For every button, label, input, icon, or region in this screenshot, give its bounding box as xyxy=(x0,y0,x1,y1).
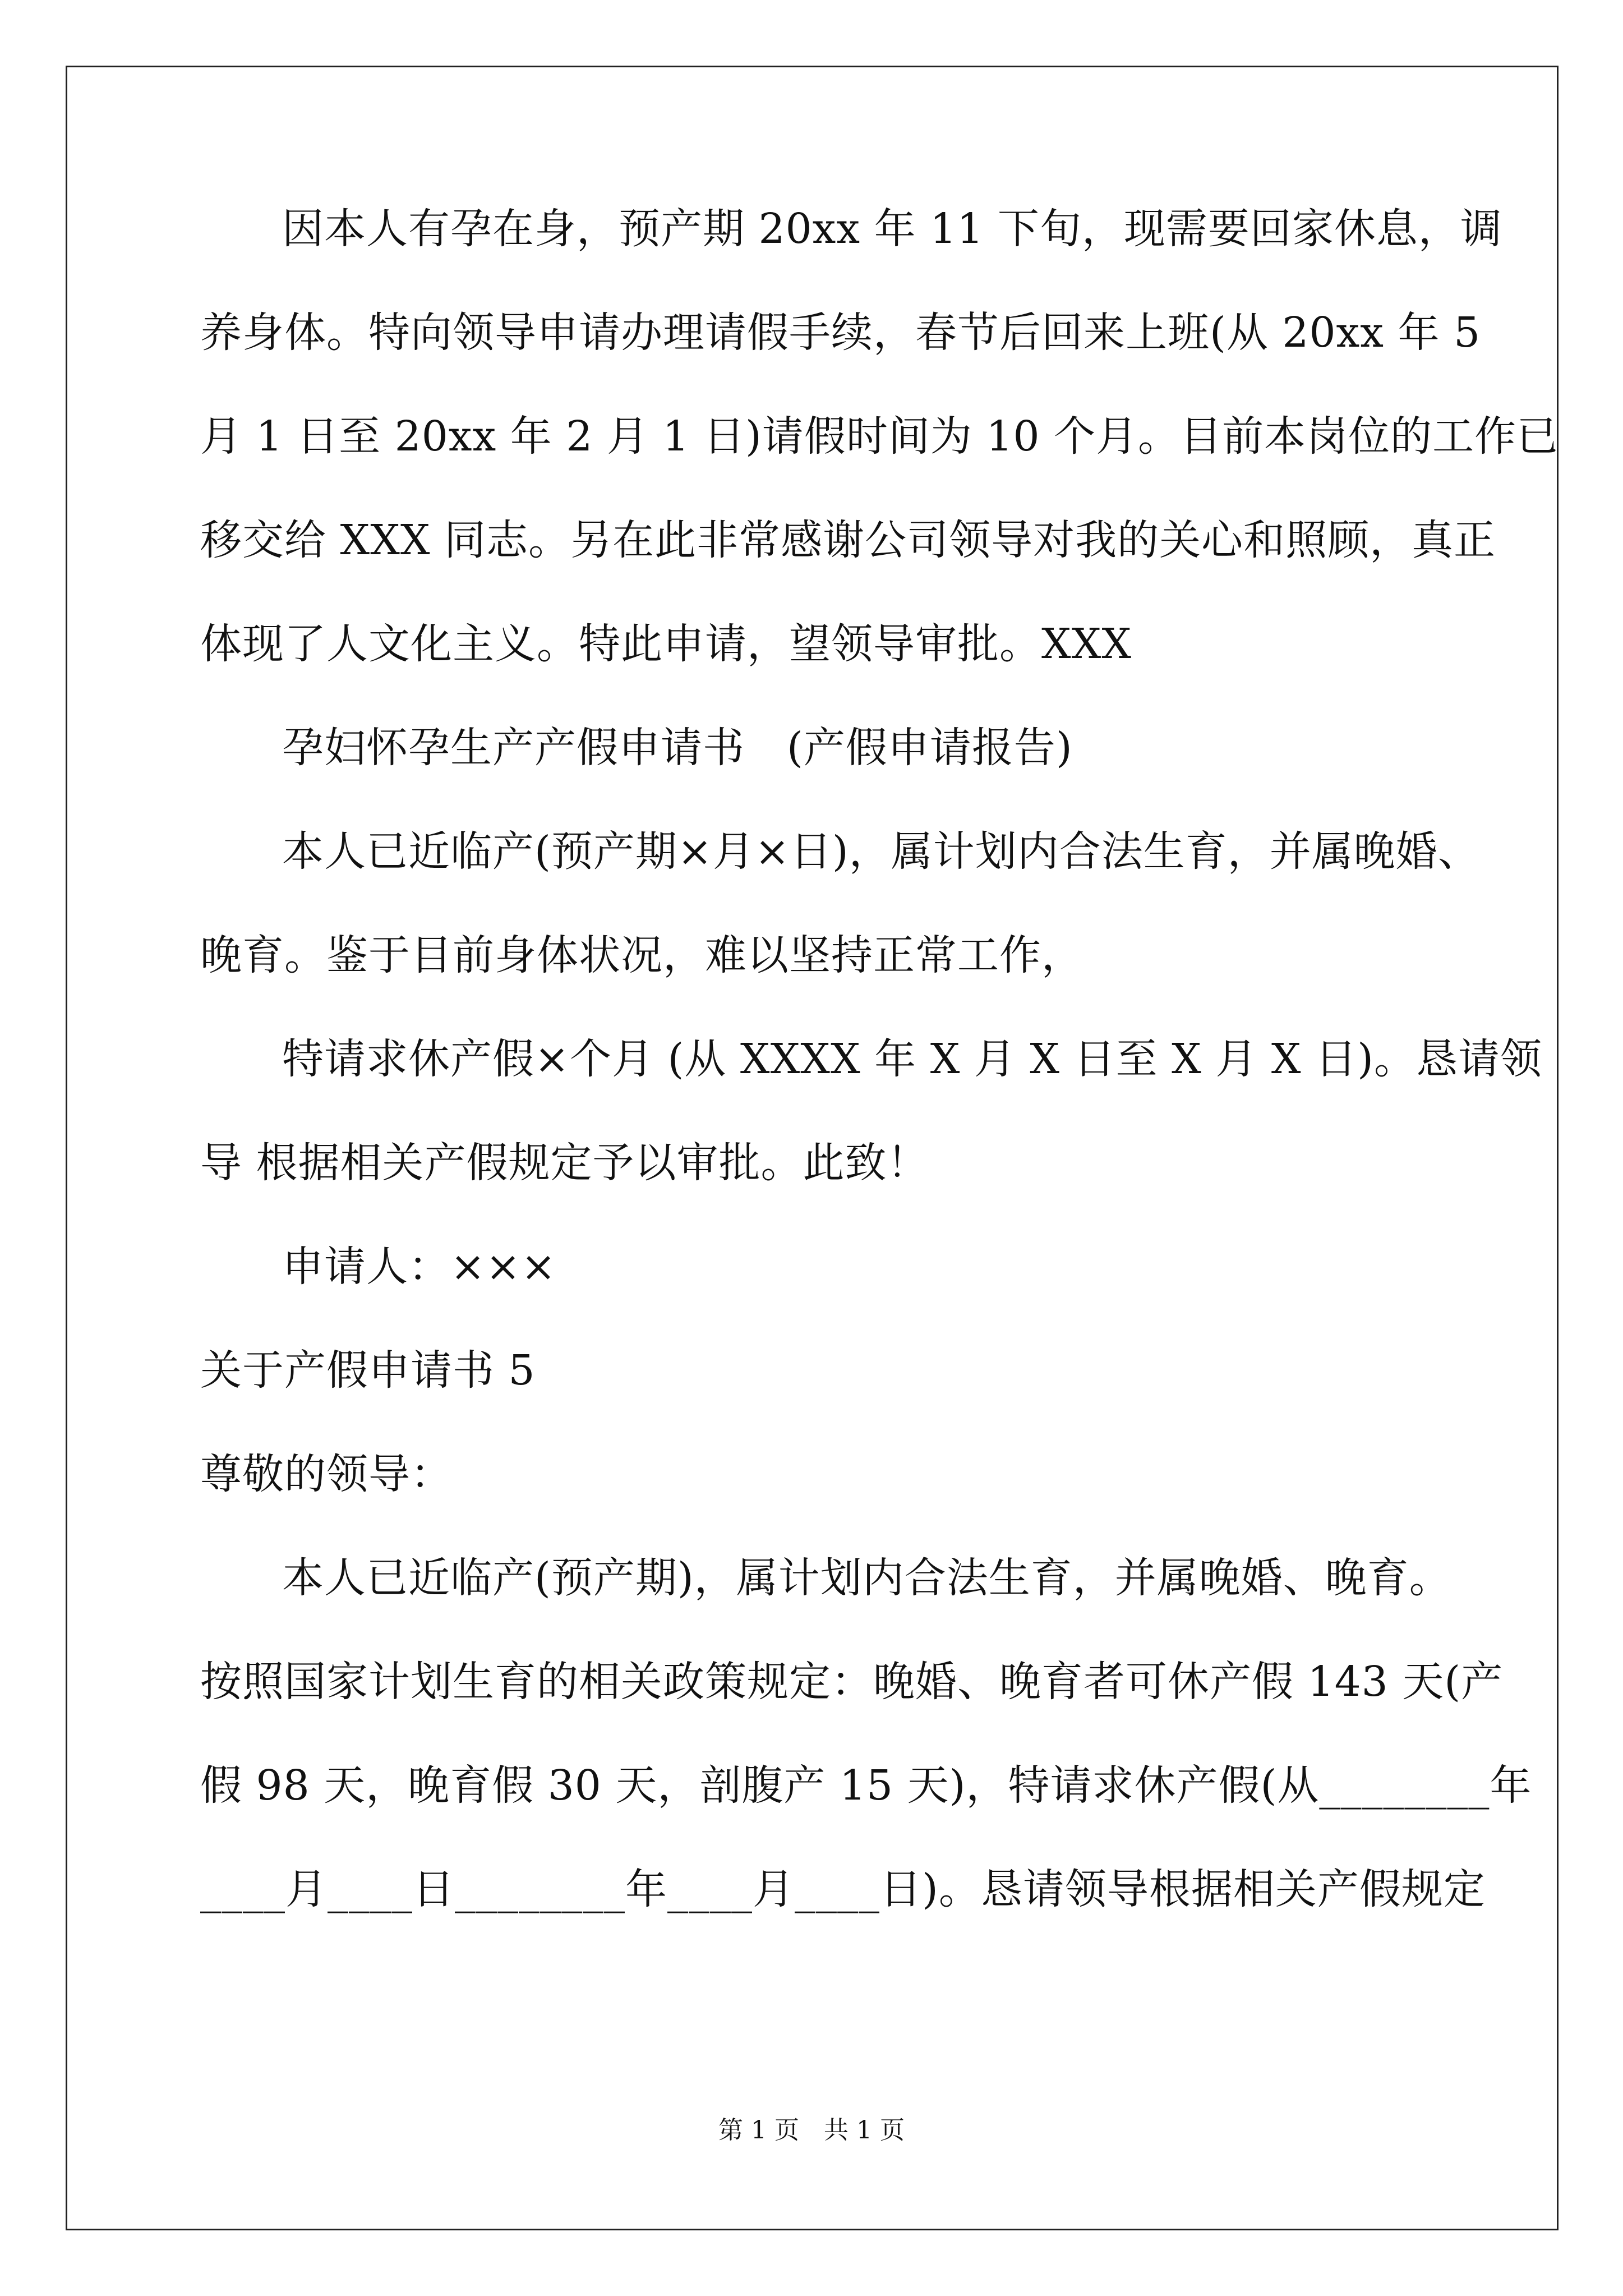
paragraph-line: 因本人有孕在身，预产期 20xx 年 11 下旬，现需要回家休息，调 xyxy=(282,205,1502,253)
paragraph-line: 移交给 XXX 同志。另在此非常感谢公司领导对我的关心和照顾，真正 xyxy=(200,516,1496,564)
paragraph-line: 本人已近临产(预产期×月×日)，属计划内合法生育，并属晚婚、 xyxy=(282,827,1480,876)
paragraph-line: 养身体。特向领导申请办理请假手续，春节后回来上班(从 20xx 年 5 xyxy=(200,309,1481,357)
paragraph-line: 本人已近临产(预产期)，属计划内合法生育，并属晚婚、晚育。 xyxy=(282,1554,1451,1602)
section-title: 关于产假申请书 5 xyxy=(200,1346,536,1395)
paragraph-line: 导 根据相关产假规定予以审批。此致！ xyxy=(200,1139,929,1187)
paragraph-line: 体现了人文化主义。特此申请，望领导审批。XXX xyxy=(200,620,1132,668)
salutation: 尊敬的领导： xyxy=(200,1450,453,1498)
paragraph-line: ____月____日________年____月____日)。恳请领导根据相关产假规定 xyxy=(200,1865,1486,1913)
paragraph-line: 特请求休产假×个月 (从 XXXX 年 X 月 X 日至 X 月 X 日)。恳请领 xyxy=(282,1035,1542,1083)
paragraph-line: 晚育。鉴于目前身体状况，难以坚持正常工作， xyxy=(200,931,1083,979)
section-heading: 孕妇怀孕生产产假申请书 (产假申请报告) xyxy=(282,724,1073,772)
paragraph-line: 假 98 天，晚育假 30 天，剖腹产 15 天)，特请求休产假(从________年 xyxy=(200,1761,1532,1810)
paragraph-line: 月 1 日至 20xx 年 2 月 1 日)请假时间为 10 个月。目前本岗位的工作已 xyxy=(200,412,1559,461)
applicant-line: 申请人：××× xyxy=(282,1243,557,1291)
page-number-footer: 第 1 页 共 1 页 xyxy=(718,2116,905,2145)
paragraph-line: 按照国家计划生育的相关政策规定：晚婚、晚育者可休产假 143 天(产 xyxy=(200,1658,1504,1706)
